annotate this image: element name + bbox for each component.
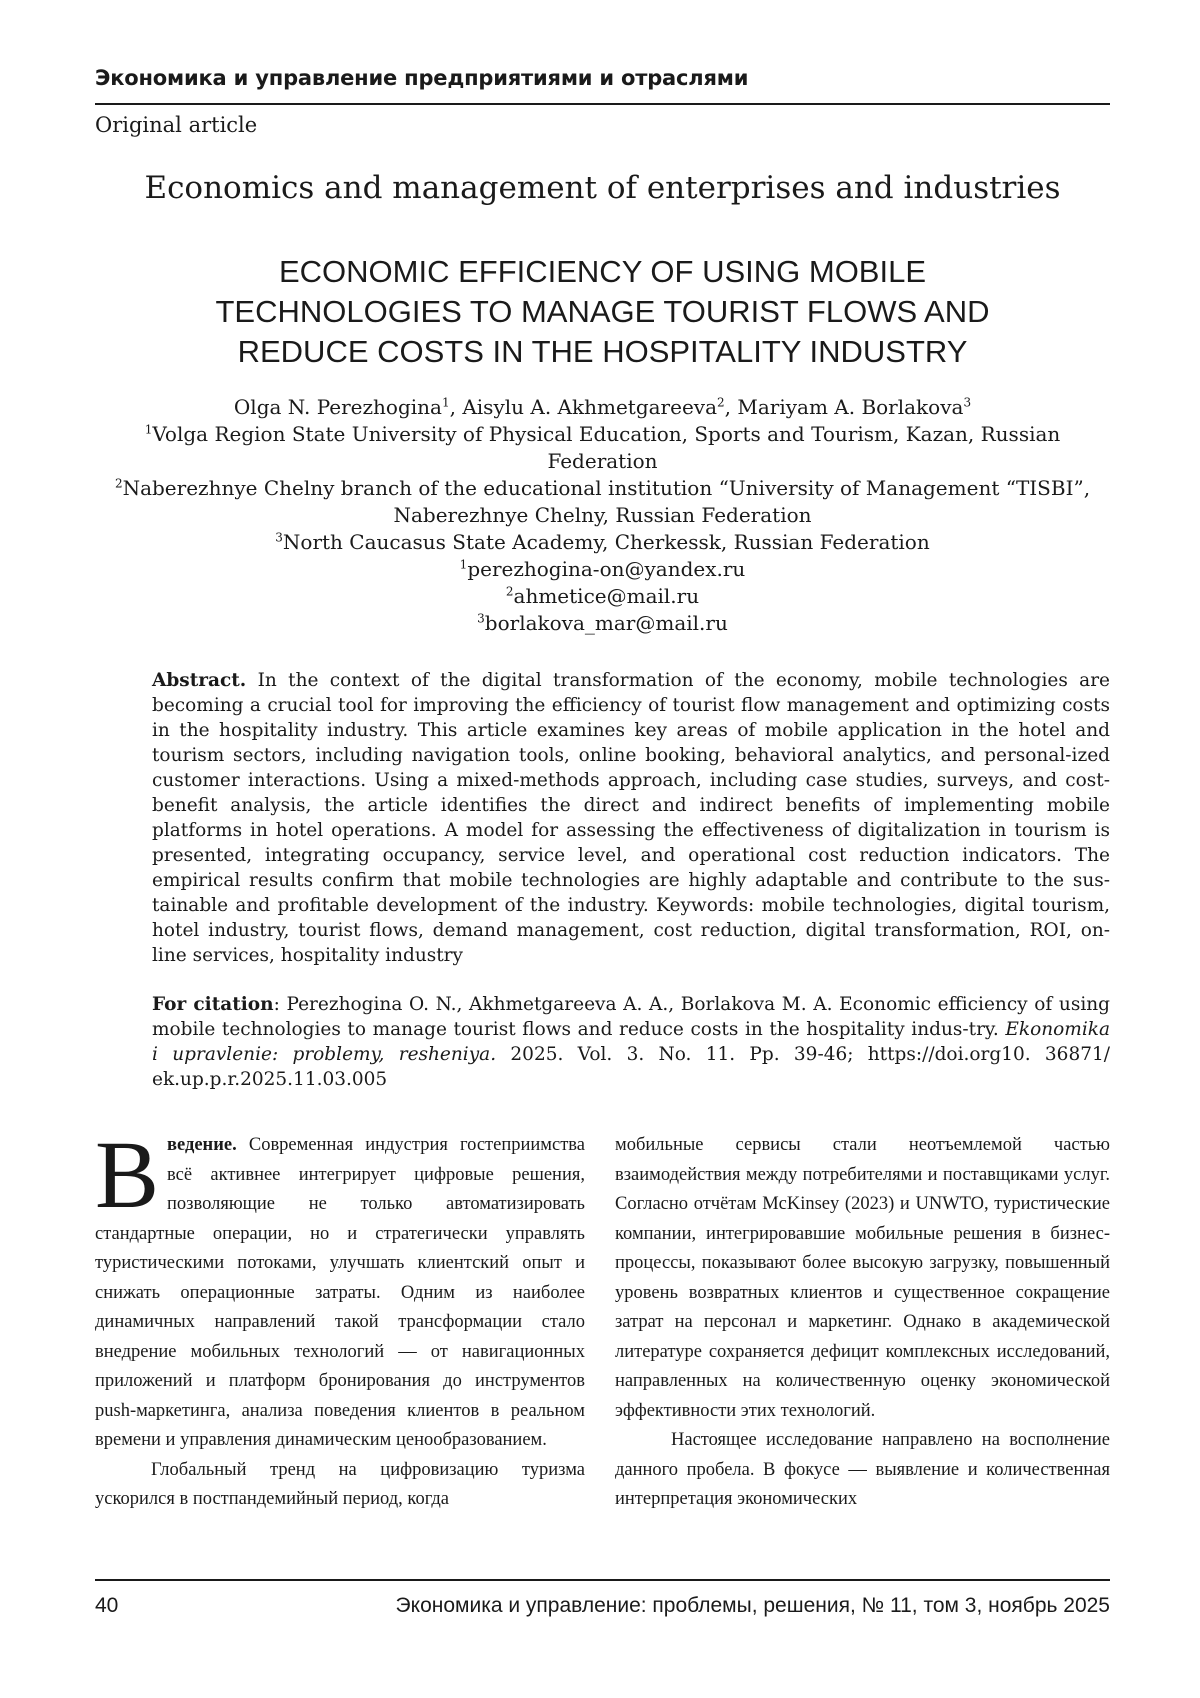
intro-label: ведение. xyxy=(167,1135,237,1155)
email[interactable]: $^2$ahmetice@mail.ru xyxy=(505,584,700,608)
author-block xyxy=(95,394,1110,637)
affiliation: $^2$Naberezhnye Chelny branch of the educational institution “University of Management “TISBI”, Naberezhnye Chelny, Russian Federation xyxy=(114,476,1091,527)
title-line: ECONOMIC EFFICIENCY OF USING MOBILE xyxy=(278,254,927,289)
paper-title xyxy=(95,252,1110,372)
citation xyxy=(152,992,1110,1092)
body-paragraph: Настоящее исследование направлено на восполнение данного пробела. В фокусе — выявление и количественная интерпретация экономических xyxy=(615,1430,1110,1509)
citation-tail: 2025. Vol. 3. No. 11. Pp. 39-46; https://doi.org10. 36871/ ek.up.p.r.2025.11.03.005 xyxy=(152,1044,1111,1090)
abstract xyxy=(152,668,1110,968)
citation-text: : Perezhogina O. N., Akhmetgareeva A. A., Borlakova M. A. Economic efficiency of using mobile technologies to manage tourist flows and reduce costs in the hospitality indus-try. xyxy=(152,994,1110,1040)
author-list: Olga N. Perezhogina$^1$, Aisylu A. Akhmetgareeva$^2$, Mariyam A. Borlakova$^3$ xyxy=(233,395,972,419)
abstract-label: Abstract. xyxy=(152,670,247,691)
body-column-left xyxy=(95,1121,585,1515)
body-column-right xyxy=(615,1131,1110,1515)
citation-label: For citation xyxy=(152,994,274,1015)
affiliation: $^1$Volga Region State University of Physical Education, Sports and Tourism, Kazan, Russian Federation xyxy=(144,422,1061,473)
body-paragraph: Введение. Современная индустрия гостеприимства всё активнее интегрирует цифровые решения, позволяющие не только автоматизировать стандартные операции, но и стратегически управлять туристическими потоками, улучшать клиентский опыт и снижать операционные затраты. Одним из наиболее динамичных направлений такой трансформации стало внедрение мобильных технологий — от навигационных приложений и платформ бронирования до инструментов push-маркетинга, анализа поведения клиентов в реальном времени и управления динамическим ценообразованием. xyxy=(95,1121,585,1450)
affiliation-mark: 3 xyxy=(963,395,972,410)
body-paragraph: мобильные сервисы стали неотъемлемой частью взаимодействия между потребителями и поставщиками услуг. Согласно отчётам McKinsey (2023) и UNWTO, туристические компании, интегрировавшие мобильные решения в бизнес-процессы, показывают более высокую загрузку, повышенный уровень возвратных клиентов и существенное сокращение затрат на персонал и маркетинг. Однако в академической литературе сохраняется дефицит комплексных исследований, направленных на количественную оценку экономической эффективности этих технологий. xyxy=(615,1135,1110,1421)
title-line: REDUCE COSTS IN THE HOSPITALITY INDUSTRY xyxy=(237,334,968,369)
abstract-text: In the context of the digital transformation of the economy, mobile technologies are becoming a crucial tool for improving the efficiency of tourist flow management and optimizing costs in the hospitality industry. This article examines key areas of mobile application in the hotel and tourism sectors, including navigation tools, online booking, behavioral analytics, and personal-ized customer interactions. Using a mixed-methods approach, including case studies, surveys, and cost-benefit analysis, the article identifies the direct and indirect benefits of implementing mobile platforms in hotel operations. A model for assessing the effectiveness of digitalization in tourism is presented, integrating occupancy, service level, and operational cost reduction indicators. The empirical results confirm that mobile technologies are highly adaptable and contribute to the sus-tainable and profitable development of the industry. Keywords: mobile technologies, digital tourism, hotel industry, tourist flows, demand management, cost reduction, digital transformation, ROI, on-line services, hospitality industry xyxy=(152,670,1110,966)
body-paragraph: Глобальный тренд на цифровизацию туризма ускорился в постпандемийный период, когда xyxy=(95,1459,585,1509)
drop-cap: В xyxy=(95,1121,160,1228)
affiliation-mark: 2 xyxy=(717,395,725,410)
page-number: 40 xyxy=(95,1594,119,1617)
affiliation-mark: 1 xyxy=(441,395,450,410)
footer-divider xyxy=(95,1579,1110,1581)
email[interactable]: $^3$borlakova_mar@mail.ru xyxy=(477,611,728,635)
affiliation: $^3$North Caucasus State Academy, Cherkessk, Russian Federation xyxy=(275,530,930,554)
header-divider xyxy=(95,103,1110,105)
affiliation-mark: 1 xyxy=(144,422,153,437)
section-title: Economics and management of enterprises and industries xyxy=(144,170,1061,206)
footer-journal: Экономика и управление: проблемы, решения, № 11, том 3, ноябрь 2025 xyxy=(395,1594,1110,1617)
affiliation-mark: 3 xyxy=(275,530,283,545)
author-name: Aisylu A. Akhmetgareeva xyxy=(462,395,718,419)
journal-section-header: Экономика и управление предприятиями и отраслями xyxy=(95,66,749,90)
author-name: Olga N. Perezhogina xyxy=(233,395,442,419)
citation-journal: Ekonomika i upravlenie: problemy, resheniya. xyxy=(152,1019,1110,1065)
title-line: TECHNOLOGIES TO MANAGE TOURIST FLOWS AND xyxy=(215,294,990,329)
author-name: Mariyam A. Borlakova xyxy=(737,395,964,419)
article-type: Original article xyxy=(95,113,258,137)
email[interactable]: $^1$perezhogina-on@yandex.ru xyxy=(459,557,746,581)
affiliation-mark: 2 xyxy=(114,476,123,491)
